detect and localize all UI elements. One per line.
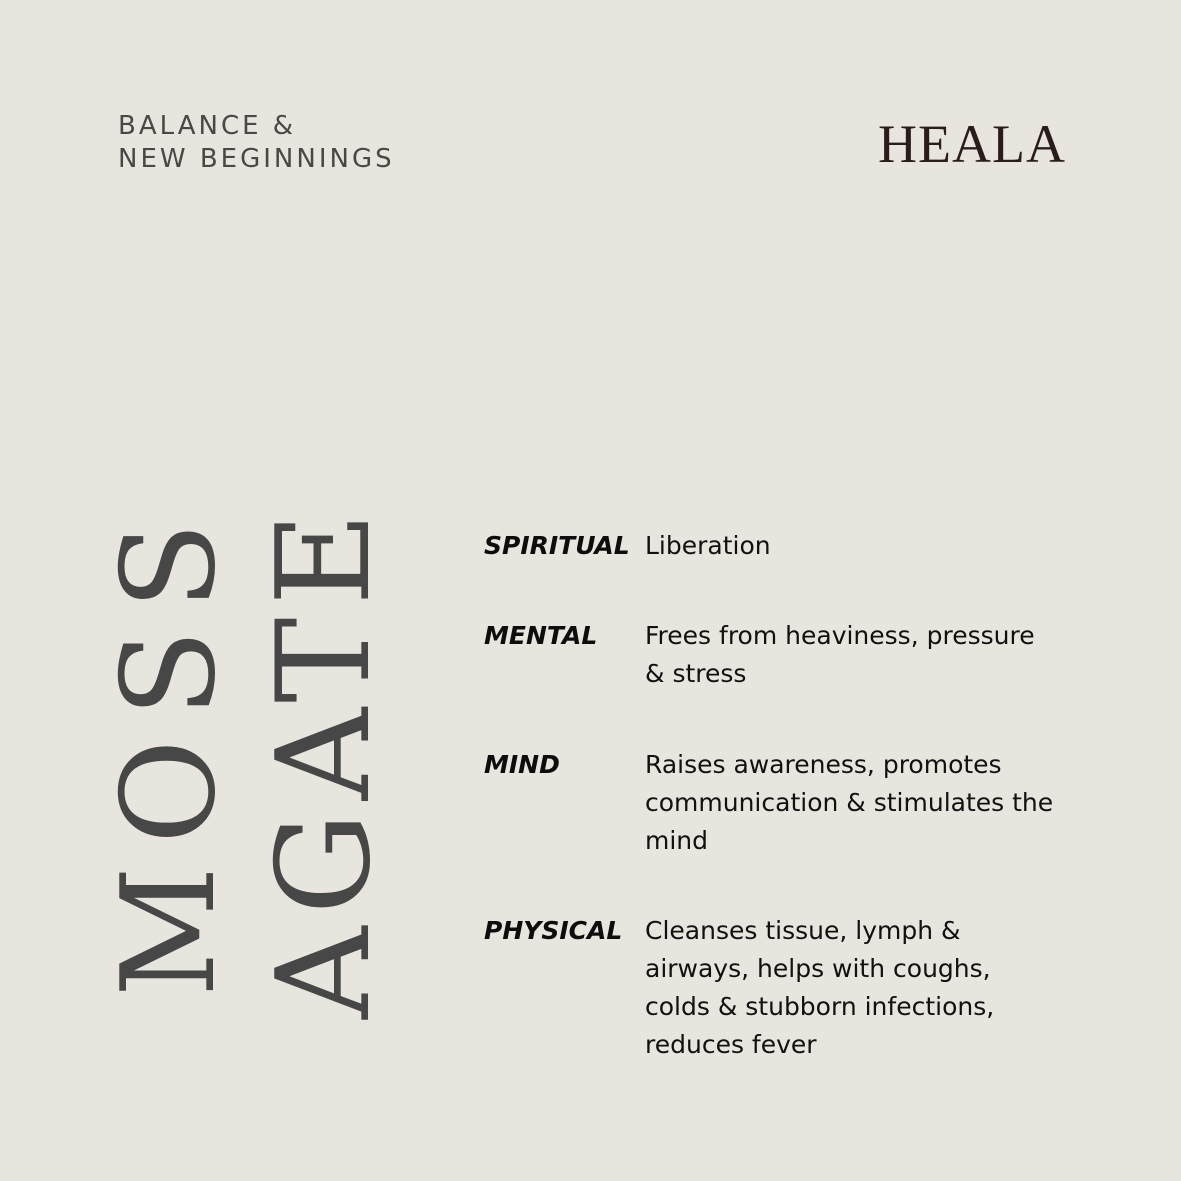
property-value: Cleanses tissue, lymph & airways, helps with coughs, colds & stubborn infections, reduces fever	[645, 916, 995, 1059]
property-row-mind	[484, 746, 1074, 860]
title-word-moss-text: MOSS	[95, 500, 244, 998]
property-label: MENTAL	[484, 621, 598, 650]
property-value: Raises awareness, promotes communication & stimulates the mind	[645, 750, 1054, 855]
property-label: MIND	[484, 750, 560, 779]
property-value: Frees from heaviness, pressure & stress	[645, 621, 1035, 688]
tagline-line-1: BALANCE &	[118, 111, 297, 141]
properties-list	[484, 527, 1074, 1064]
title-word-agate-text: AGATE	[250, 500, 399, 1019]
title-word-agate	[250, 500, 399, 1070]
property-label: SPIRITUAL	[484, 531, 630, 560]
tagline-line-2: NEW BEGINNINGS	[118, 144, 395, 174]
property-value: Liberation	[645, 531, 771, 560]
property-row-spiritual	[484, 527, 1074, 565]
property-row-mental	[484, 617, 1074, 693]
tagline	[118, 110, 395, 176]
property-row-physical	[484, 912, 1074, 1064]
brand-logo: HEALA	[878, 114, 1066, 174]
property-label: PHYSICAL	[484, 916, 623, 945]
title-word-moss	[95, 500, 244, 1070]
